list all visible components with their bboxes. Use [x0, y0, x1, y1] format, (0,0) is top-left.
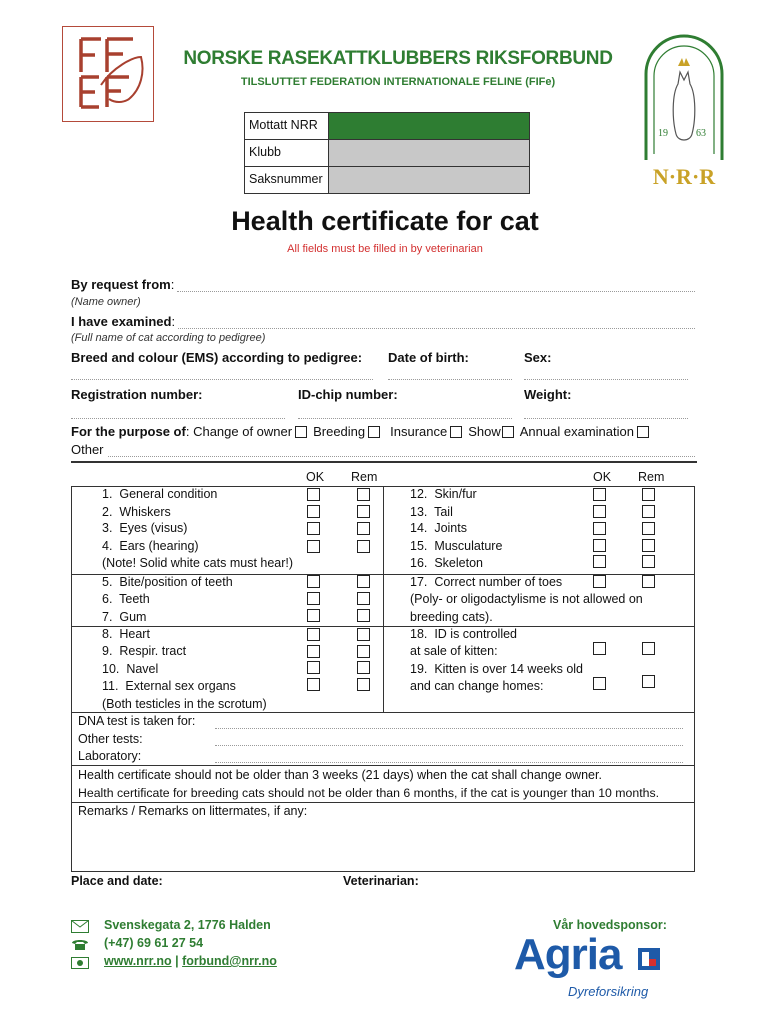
weight-label: Weight: — [524, 387, 572, 402]
rem-checkbox[interactable] — [357, 505, 370, 518]
rem-checkbox[interactable] — [642, 539, 655, 552]
purpose-annual-label: Annual examination — [519, 424, 634, 439]
validity-note-owner: Health certificate should not be older than 3 weeks (21 days) when the cat shall change owner. — [78, 768, 602, 782]
exam-item-4: 4. Ears (hearing) — [102, 539, 199, 553]
ok-checkbox[interactable] — [593, 522, 606, 535]
request-label: By request from — [71, 277, 171, 292]
ok-checkbox[interactable] — [593, 505, 606, 518]
reg-input[interactable] — [71, 418, 285, 419]
agria-tagline: Dyreforsikring — [568, 984, 649, 999]
other-tests-label: Other tests: — [78, 732, 143, 746]
other-row — [71, 442, 695, 457]
purpose-show-checkbox[interactable] — [502, 426, 514, 438]
ok-checkbox[interactable] — [593, 575, 606, 588]
admin-field-mottatt[interactable] — [329, 113, 529, 139]
nrr-year-right: 63 — [696, 128, 706, 139]
exam-item-17: 17. Correct number of toes — [410, 575, 563, 589]
rem-checkbox[interactable] — [642, 522, 655, 535]
rem-checkbox[interactable] — [642, 505, 655, 518]
exam-item-8: 8. Heart — [102, 627, 150, 641]
request-row: By request from : — [71, 277, 695, 292]
purpose-label: For the purpose of — [71, 424, 186, 439]
exam-item-1: 1. General condition — [102, 487, 218, 501]
purpose-insurance-checkbox[interactable] — [450, 426, 462, 438]
page-title: Health certificate for cat — [231, 206, 539, 236]
other-input[interactable] — [108, 444, 695, 457]
purpose-breeding-checkbox[interactable] — [368, 426, 380, 438]
purpose-row: For the purpose of : Change of owner Breeding Insurance Show Annual examination — [71, 424, 649, 439]
purpose-show-label: Show — [468, 424, 501, 439]
col-rem-left: Rem — [351, 470, 378, 484]
sex-label: Sex: — [524, 350, 552, 365]
admin-label: Saksnummer — [245, 167, 329, 193]
fife-logo-graphic — [63, 27, 153, 120]
exam-item-13: 13. Tail — [410, 505, 453, 519]
cat-name-hint: (Full name of cat according to pedigree) — [71, 332, 266, 344]
admin-row-saksnummer — [245, 167, 529, 193]
dna-input[interactable] — [215, 728, 683, 729]
other-label: Other — [71, 442, 104, 457]
admin-label: Klubb — [245, 140, 329, 166]
purpose-insurance-label: Insurance — [390, 424, 448, 439]
col-ok-right: OK — [593, 470, 612, 484]
exam-item-19: 19. Kitten is over 14 weeks old — [410, 662, 584, 676]
examined-row: I have examined : — [71, 314, 695, 329]
ok-checkbox[interactable] — [593, 539, 606, 552]
rem-checkbox[interactable] — [357, 628, 370, 641]
exam-item-16: 16. Skeleton — [410, 556, 483, 570]
purpose-change-owner-checkbox[interactable] — [295, 426, 307, 438]
ok-checkbox[interactable] — [307, 609, 320, 622]
org-affiliation: TILSLUTTET FEDERATION INTERNATIONALE FELINE (FIFe) — [240, 76, 556, 88]
exam-item-15: 15. Musculature — [410, 539, 503, 553]
exam-item-11: 11. External sex organs — [102, 679, 236, 693]
chip-label: ID-chip number: — [298, 387, 398, 402]
dob-input[interactable] — [388, 379, 512, 380]
rem-checkbox[interactable] — [357, 592, 370, 605]
page-subtitle: All fields must be filled in by veterinarian — [287, 243, 483, 255]
rem-checkbox[interactable] — [642, 488, 655, 501]
rem-checkbox[interactable] — [357, 522, 370, 535]
link-separator: | — [175, 954, 179, 968]
rem-checkbox[interactable] — [357, 575, 370, 588]
exam-item-5: 5. Bite/position of teeth — [102, 575, 233, 589]
examined-input[interactable] — [178, 316, 695, 329]
validity-note-breeding: Health certificate for breeding cats should not be older than 6 months, if the cat is younger than 10 months. — [78, 786, 660, 800]
footer-contacts — [104, 954, 277, 968]
admin-field-klubb[interactable] — [329, 140, 529, 166]
request-input[interactable] — [177, 279, 695, 292]
dob-label: Date of birth: — [388, 350, 469, 365]
notes-divider — [71, 765, 695, 766]
ok-checkbox[interactable] — [593, 642, 606, 655]
ok-checkbox[interactable] — [593, 677, 606, 690]
nrr-emblem — [640, 24, 728, 164]
other-tests-input[interactable] — [215, 745, 683, 746]
admin-row-mottatt — [245, 113, 529, 140]
remarks-divider — [71, 802, 695, 803]
exam-item-10: 10. Navel — [102, 662, 159, 676]
org-name: NORSKE RASEKATTKLUBBERS RIKSFORBUND — [183, 48, 613, 69]
exam-item-7: 7. Gum — [102, 610, 147, 624]
footer-phone: (+47) 69 61 27 54 — [104, 936, 204, 950]
exam-table-midline — [383, 486, 384, 712]
place-date-label: Place and date: — [71, 874, 163, 888]
rem-checkbox[interactable] — [357, 488, 370, 501]
admin-field-saksnummer[interactable] — [329, 167, 529, 193]
ok-checkbox[interactable] — [307, 628, 320, 641]
exam-note-19: and can change homes: — [410, 679, 544, 693]
breed-label: Breed and colour (EMS) according to pedigree: — [71, 350, 363, 365]
fife-logo — [62, 26, 154, 122]
web-link[interactable]: www.nrr.no — [104, 954, 172, 968]
ok-checkbox[interactable] — [307, 522, 320, 535]
envelope-icon — [71, 920, 89, 938]
ok-checkbox[interactable] — [307, 575, 320, 588]
ok-checkbox[interactable] — [593, 555, 606, 568]
examined-label: I have examined — [71, 314, 172, 329]
ok-checkbox[interactable] — [307, 645, 320, 658]
agria-mark — [638, 948, 660, 970]
admin-box — [244, 112, 530, 194]
name-owner-hint: (Name owner) — [71, 296, 141, 308]
rem-checkbox[interactable] — [642, 642, 655, 655]
col-rem-right: Rem — [638, 470, 665, 484]
reg-label: Registration number: — [71, 387, 203, 402]
exam-item-3: 3. Eyes (visus) — [102, 521, 188, 535]
rem-checkbox[interactable] — [642, 575, 655, 588]
ok-checkbox[interactable] — [307, 540, 320, 553]
agria-wordmark: Agria — [514, 930, 622, 979]
remarks-label: Remarks / Remarks on littermates, if any: — [78, 804, 308, 818]
lab-input[interactable] — [215, 762, 683, 763]
exam-group-divider — [71, 626, 695, 627]
web-icon — [71, 956, 89, 974]
ok-checkbox[interactable] — [307, 488, 320, 501]
dna-label: DNA test is taken for: — [78, 714, 196, 728]
purpose-annual-checkbox[interactable] — [637, 426, 649, 438]
weight-input[interactable] — [524, 418, 688, 419]
exam-item-6: 6. Teeth — [102, 592, 150, 606]
ok-checkbox[interactable] — [307, 678, 320, 691]
rem-checkbox[interactable] — [357, 678, 370, 691]
remarks-input[interactable] — [76, 822, 690, 868]
admin-label: Mottatt NRR — [245, 113, 329, 139]
rem-checkbox[interactable] — [642, 675, 655, 688]
veterinarian-label: Veterinarian: — [343, 874, 419, 888]
exam-item-12: 12. Skin/fur — [410, 487, 477, 501]
purpose-change-owner-label: Change of owner — [193, 424, 293, 439]
exam-note-17b: breeding cats). — [410, 610, 493, 624]
rem-checkbox[interactable] — [357, 645, 370, 658]
exam-note-17a: (Poly- or oligodactylisme is not allowed on — [410, 592, 643, 606]
nrr-logo — [640, 24, 728, 194]
sex-input[interactable] — [524, 379, 688, 380]
admin-row-klubb — [245, 140, 529, 167]
exam-note-18: at sale of kitten: — [410, 644, 498, 658]
exam-note-11: (Both testicles in the scrotum) — [102, 697, 267, 711]
col-ok-left: OK — [306, 470, 325, 484]
ok-checkbox[interactable] — [307, 505, 320, 518]
rem-checkbox[interactable] — [357, 540, 370, 553]
nrr-caption: N·R·R — [652, 164, 716, 189]
exam-item-9: 9. Respir. tract — [102, 644, 187, 658]
phone-icon — [71, 938, 89, 956]
nrr-year-left: 19 — [658, 128, 668, 139]
ok-checkbox[interactable] — [307, 592, 320, 605]
rem-checkbox[interactable] — [357, 661, 370, 674]
agria-logo — [514, 930, 664, 1006]
ok-checkbox[interactable] — [307, 661, 320, 674]
breed-input[interactable] — [71, 379, 373, 380]
sponsor-label: Vår hovedsponsor: — [553, 918, 667, 932]
footer-address: Svenskegata 2, 1776 Halden — [104, 918, 271, 932]
exam-item-14: 14. Joints — [410, 521, 467, 535]
exam-note-4: (Note! Solid white cats must hear!) — [102, 556, 294, 570]
exam-item-18: 18. ID is controlled — [410, 627, 517, 641]
exam-item-2: 2. Whiskers — [102, 505, 171, 519]
purpose-breeding-label: Breeding — [313, 424, 366, 439]
rem-checkbox[interactable] — [357, 609, 370, 622]
ok-checkbox[interactable] — [593, 488, 606, 501]
lab-label: Laboratory: — [78, 749, 142, 763]
chip-input[interactable] — [298, 418, 512, 419]
email-link[interactable]: forbund@nrr.no — [182, 954, 277, 968]
rem-checkbox[interactable] — [642, 555, 655, 568]
section-divider — [71, 461, 697, 463]
